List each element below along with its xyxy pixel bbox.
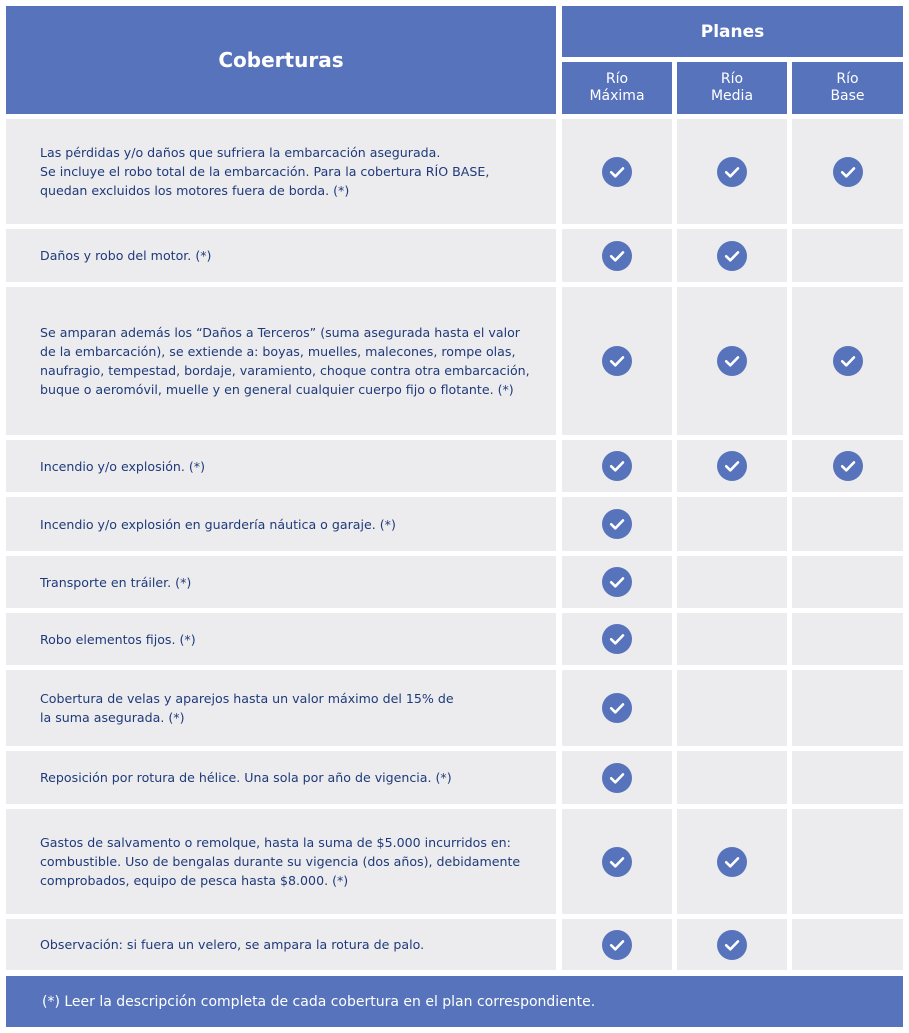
check-circle-icon [833,346,863,376]
plan-cell-media [677,556,787,608]
coverage-description [6,670,556,746]
check-circle-icon [833,157,863,187]
plan-name-line1: Río [605,71,629,87]
plan-cell-base [792,751,903,804]
coberturas-title: Coberturas [218,48,344,72]
check-circle-icon [833,451,863,481]
check-circle-icon [602,567,632,597]
check-circle-icon [602,693,632,723]
coverage-description-text: Incendio y/o explosión. (*) [40,458,206,474]
plan-cell-maxima [562,440,672,492]
plan-header-rio-base [792,62,903,114]
check-circle-icon [717,157,747,187]
coverage-description-text: Las pérdidas y/o daños que sufriera la embarcación asegurada. Se incluye el robo total de la embarcación. Para la cobertura RÍO BASE, quedan excluidos los motores fuera de borda. (*) [40,145,490,198]
plan-cell-maxima [562,229,672,282]
footer-note-text: (*) Leer la descripción completa de cada cobertura en el plan correspondiente. [42,993,596,1010]
plan-cell-base [792,440,903,492]
plan-cell-base [792,613,903,665]
check-circle-icon [602,763,632,793]
plan-cell-maxima [562,556,672,608]
check-circle-icon [602,509,632,539]
plan-cell-maxima [562,809,672,914]
coverage-description [6,287,556,435]
plan-name-line1: Río [836,71,859,87]
plan-cell-maxima [562,751,672,804]
coverage-description [6,613,556,665]
plan-cell-media [677,229,787,282]
check-circle-icon [717,346,747,376]
plan-cell-media [677,670,787,746]
plan-cell-base [792,670,903,746]
coverage-description-text: Reposición por rotura de hélice. Una sola por año de vigencia. (*) [40,770,452,785]
plan-cell-base [792,287,903,435]
check-circle-icon [602,346,632,376]
coverage-description-text: Daños y robo del motor. (*) [40,248,212,263]
planes-header [562,6,903,57]
plan-cell-media [677,919,787,970]
check-circle-icon [717,241,747,271]
plan-cell-maxima [562,919,672,970]
plan-name-line2: Base [830,88,865,104]
plan-cell-maxima [562,497,672,551]
coverage-description [6,751,556,804]
coverage-description [6,440,556,492]
plan-cell-media [677,751,787,804]
plan-cell-maxima [562,119,672,224]
check-circle-icon [602,241,632,271]
coverage-description [6,119,556,224]
plan-cell-base [792,119,903,224]
coverage-description [6,229,556,282]
plan-cell-base [792,497,903,551]
check-circle-icon [717,930,747,960]
check-circle-icon [602,930,632,960]
plan-cell-media [677,287,787,435]
plan-name-line1: Río [720,71,744,87]
plan-header-rio-maxima [562,62,672,114]
coverage-description-text: Cobertura de velas y aparejos hasta un valor máximo del 15% de la suma asegurada. (*) [40,691,454,725]
plan-cell-media [677,497,787,551]
coverage-description [6,919,556,970]
coberturas-header [6,6,556,114]
plan-cell-base [792,919,903,970]
plan-cell-base [792,809,903,914]
check-circle-icon [602,624,632,654]
plan-cell-media [677,119,787,224]
coverage-description-text: Se amparan además los “Daños a Terceros” (suma asegurada hasta el valor de la embarcación), se extiende a: boyas, muelles, malecones, rompe olas, naufragio, tempestad, bordaje, varamiento, choque contra otra embarcación, buque o aeromóvil, muelle y en general cualquier cuerpo fijo o flotante. (*) [40,325,530,397]
check-circle-icon [602,451,632,481]
check-circle-icon [717,451,747,481]
coverage-description-text: Robo elementos fijos. (*) [40,631,196,647]
plan-name-line2: Media [710,88,754,104]
plan-cell-maxima [562,613,672,665]
coverage-description [6,809,556,914]
plan-cell-maxima [562,287,672,435]
coverage-description [6,556,556,608]
planes-title: Planes [700,21,765,42]
check-circle-icon [602,847,632,877]
plan-cell-base [792,229,903,282]
coverage-description-text: Transporte en tráiler. (*) [40,574,192,590]
plan-cell-base [792,556,903,608]
coverage-description-text: Incendio y/o explosión en guardería náutica o garaje. (*) [40,516,396,532]
coverage-description-text: Observación: si fuera un velero, se ampara la rotura de palo. [40,937,425,952]
plan-header-rio-media [677,62,787,114]
plan-cell-media [677,613,787,665]
plan-cell-maxima [562,670,672,746]
plan-cell-media [677,440,787,492]
check-circle-icon [717,847,747,877]
plan-name-line2: Máxima [589,88,645,104]
footer-note [6,976,903,1027]
coverage-description [6,497,556,551]
plan-cell-media [677,809,787,914]
coverage-description-text: Gastos de salvamento o remolque, hasta la suma de $5.000 incurridos en: combustible. Uso de bengalas durante su vigencia (dos años), debidamente comprobados, equipo de pesca hasta $8.000. (*) [40,835,521,888]
check-circle-icon [602,157,632,187]
